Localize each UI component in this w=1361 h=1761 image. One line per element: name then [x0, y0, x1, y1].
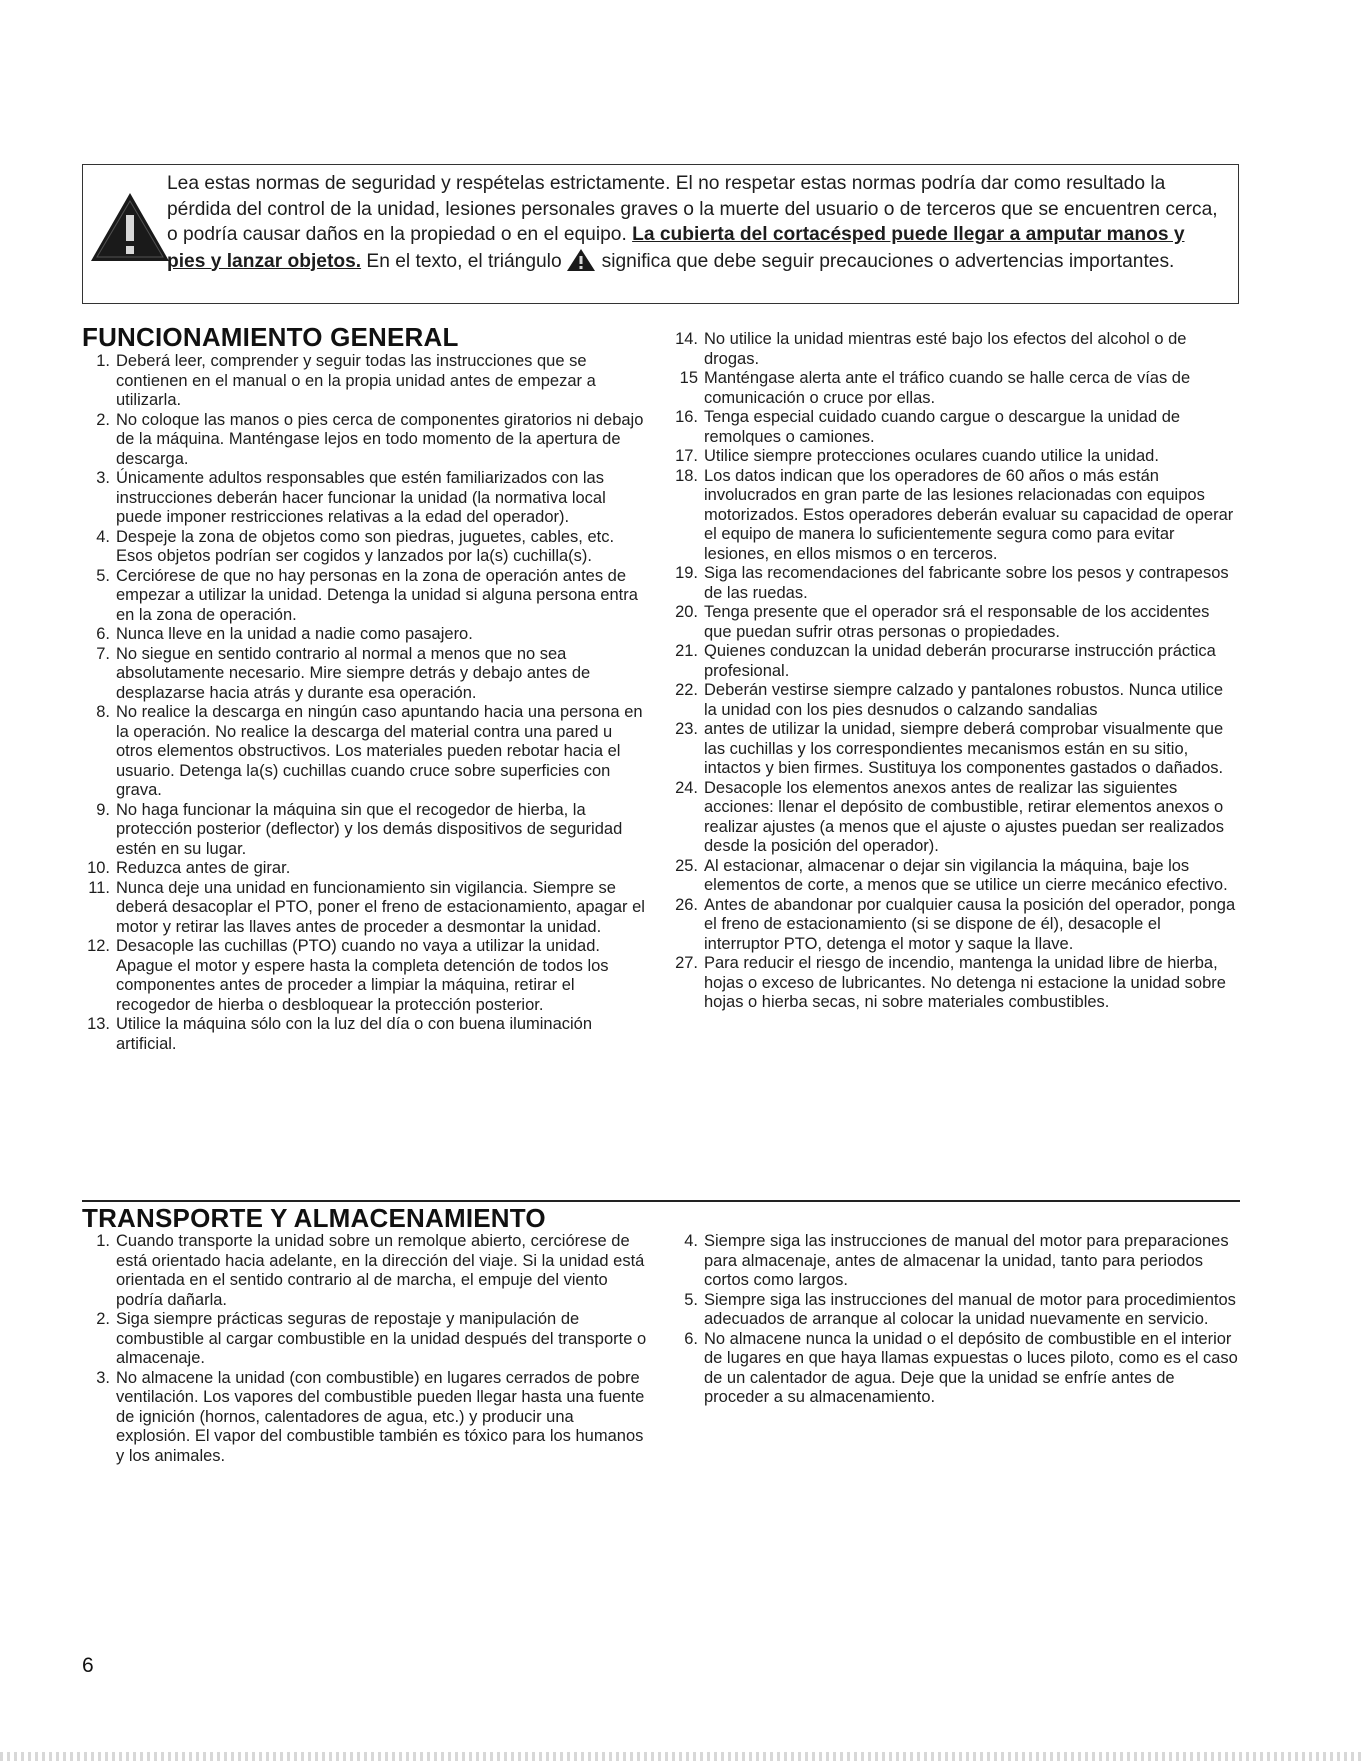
rule-number: 16.	[675, 408, 698, 426]
warning-amputation-notice: La cubierta del cortacésped puede llegar a amputar manos y pies y lanzar objetos.	[167, 224, 1185, 272]
rule-item	[670, 954, 1238, 1013]
rule-text: Utilice la máquina sólo con la luz del día o con buena iluminación artificial.	[116, 1015, 593, 1053]
rule-item	[670, 603, 1238, 642]
rule-item	[82, 1015, 648, 1054]
rule-number: 3.	[96, 1368, 110, 1387]
rule-text: Nunca deje una unidad en funcionamiento sin vigilancia. Siempre se deberá desacoplar el PTO, poner el freno de estacionamiento, apagar el motor y retirar las llaves antes de proceder a desmontar la unidad.	[116, 878, 645, 936]
rule-text: Al estacionar, almacenar o dejar sin vigilancia la máquina, baje los elementos de corte, a menos que se utilice un cierre mecánico efectivo.	[704, 856, 1228, 894]
transport-rules-left	[82, 1232, 648, 1466]
rule-item	[670, 369, 1238, 408]
rule-item	[670, 1330, 1238, 1408]
rule-number: 10.	[87, 859, 110, 877]
rule-text: Deberá leer, comprender y seguir todas las instrucciones que se contienen en el manual o en la propia unidad antes de empezar a utilizarla.	[116, 352, 596, 409]
section-title-transport: TRANSPORTE Y ALMACENAMIENTO	[82, 1203, 546, 1233]
scan-edge	[0, 1752, 1361, 1761]
rule-text: Siga las recomendaciones del fabricante sobre los pesos y contrapesos de las ruedas.	[704, 564, 1229, 602]
rule-number: 13.	[87, 1015, 110, 1033]
rule-item	[670, 779, 1238, 857]
rule-item	[82, 645, 648, 704]
rule-item	[82, 1232, 648, 1310]
rule-number: 8.	[96, 703, 110, 721]
rule-text: No almacene nunca la unidad o el depósito de combustible en el interior de lugares en que haya llamas expuestas o luces piloto, como es el caso de un calentador de agua. Deje que la unidad se enfríe antes de proceder a su almacenamiento.	[704, 1329, 1238, 1406]
rule-item	[82, 703, 648, 801]
rule-number: 21.	[675, 642, 698, 660]
rule-number: 24.	[675, 778, 698, 797]
rule-item	[670, 1232, 1238, 1291]
safety-warning-text	[167, 171, 1227, 274]
rule-text: No coloque las manos o pies cerca de componentes giratorios ni debajo de la máquina. Manténgase lejos en todo momento de la apertura de descarga.	[116, 410, 644, 468]
rule-text: No almacene la unidad (con combustible) en lugares cerrados de pobre ventilación. Los vapores del combustible pueden llegar hasta una fuente de ignición (hornos, calentadores de agua, etc.) y producir una explosión. El vapor del combustible también es tóxico para los humanos y los animales.	[116, 1368, 645, 1465]
rule-text: Únicamente adultos responsables que estén familiarizados con las instrucciones deberán hacer funcionar la unidad (la normativa local puede imponer restricciones relativas a la edad del operador).	[116, 469, 606, 526]
warning-triangle-icon	[89, 191, 171, 263]
rule-number: 7.	[96, 644, 110, 663]
rule-number: 18.	[675, 466, 698, 485]
rule-number: 2.	[96, 410, 110, 429]
rule-item	[82, 469, 648, 528]
rule-item	[670, 720, 1238, 779]
rule-item	[82, 801, 648, 860]
rule-item	[82, 625, 648, 645]
rule-text: Manténgase alerta ante el tráfico cuando se halle cerca de vías de comunicación o cruce por ellas.	[704, 369, 1191, 407]
warning-triangle-meaning: significa que debe seguir precauciones o advertencias importantes.	[601, 250, 1175, 272]
rule-item	[670, 857, 1238, 896]
rule-number: 5.	[684, 1290, 698, 1309]
general-rules-right	[670, 330, 1238, 1013]
rule-number: 5.	[96, 566, 110, 585]
rule-text: Desacople las cuchillas (PTO) cuando no vaya a utilizar la unidad. Apague el motor y espere hasta la completa detención de todos los componentes antes de proceder a limpiar la máquina, retirar el recogedor de hierba o desbloquear la protección posterior.	[116, 937, 609, 1014]
page-number: 6	[82, 1654, 94, 1677]
inline-warning-triangle-icon	[566, 248, 596, 272]
rule-number: 26.	[675, 895, 698, 914]
rule-number: 27.	[675, 954, 698, 972]
rule-text: Siempre siga las instrucciones del manual de motor para procedimientos adecuados de arranque al colocar la unidad nuevamente en servicio.	[704, 1290, 1236, 1328]
rule-text: Los datos indican que los operadores de 60 años o más están involucrados en gran parte de las lesiones relacionadas con equipos motorizados. Estos operadores deberán evaluar su capacidad de operar el equipo de manera lo suficientemente segura como para evitar lesiones, en ellos mismos o en terceros.	[704, 466, 1234, 563]
rule-number: 22.	[675, 681, 698, 699]
rule-item	[670, 408, 1238, 447]
general-rules-left	[82, 352, 648, 1054]
rule-text: Desacople los elementos anexos antes de realizar las siguientes acciones: llenar el depósito de combustible, retirar elementos anexos o realizar ajustes (a menos que el ajuste o ajustes puedan ser realizados desde la posición del operador).	[704, 778, 1225, 855]
rule-item	[82, 352, 648, 411]
rule-number: 4.	[96, 527, 110, 546]
rule-text: Para reducir el riesgo de incendio, mantenga la unidad libre de hierba, hojas o exceso de lubricantes. No detenga ni estacione la unidad sobre hojas o hierba secas, ni sobre materiales combustibles.	[704, 954, 1226, 1011]
transport-rules-right	[670, 1232, 1238, 1408]
rule-number: 2.	[96, 1310, 110, 1328]
rule-text: Tenga especial cuidado cuando cargue o descargue la unidad de remolques o camiones.	[704, 408, 1181, 446]
rule-number: 14.	[675, 330, 698, 348]
section-divider	[82, 1200, 1240, 1202]
rule-text: Despeje la zona de objetos como son piedras, juguetes, cables, etc. Esos objetos podrían ser cogidos y lanzados por la(s) cuchilla(s).	[116, 527, 615, 565]
rule-number: 17.	[675, 447, 698, 465]
rule-text: Antes de abandonar por cualquier causa la posición del operador, ponga el freno de estacionamiento (si se dispone de él), desacople el interruptor PTO, detenga el motor y saque la llave.	[704, 895, 1236, 953]
rule-text: Siga siempre prácticas seguras de repostaje y manipulación de combustible al cargar combustible en la unidad después del transporte o almacenaje.	[116, 1310, 647, 1367]
rule-text: antes de utilizar la unidad, siempre deberá comprobar visualmente que las cuchillas y los correspondientes mecanismos están en su sitio, intactos y bien firmes. Sustituya los componentes gastados o dañados.	[704, 720, 1224, 777]
rule-item	[82, 1310, 648, 1369]
rule-item	[670, 642, 1238, 681]
rule-number: 3.	[96, 469, 110, 487]
rule-item	[82, 567, 648, 626]
rule-item	[670, 330, 1238, 369]
rule-item	[670, 681, 1238, 720]
rule-number: 9.	[96, 800, 110, 819]
rule-item	[82, 937, 648, 1015]
rule-item	[670, 564, 1238, 603]
rule-text: Cerciórese de que no hay personas en la zona de operación antes de empezar a utilizar la unidad. Detenga la unidad si alguna persona entra en la zona de operación.	[116, 566, 638, 624]
rule-item	[670, 1291, 1238, 1330]
rule-item	[82, 411, 648, 470]
rule-number: 23.	[675, 720, 698, 738]
rule-number: 4.	[684, 1232, 698, 1250]
rule-number: 20.	[675, 603, 698, 621]
rule-item	[82, 859, 648, 879]
rule-text: No realice la descarga en ningún caso apuntando hacia una persona en la operación. No realice la descarga del material contra una pared u otros elementos obstructivos. Los materiales pueden rebotar hacia el usuario. Detenga la(s) cuchillas cuando cruce sobre superficies con grava.	[116, 703, 643, 799]
rule-number: 12.	[87, 937, 110, 955]
warning-intro: Lea estas normas de seguridad y respételas estrictamente. El no respetar estas normas podría dar como resultado la pérdida del control de la unidad, lesiones personales graves o la muerte del usuario o de terceros que se encuentren cerca, o podría causar daños en la propiedad o en el equipo.	[167, 173, 1218, 245]
rule-item	[670, 896, 1238, 955]
rule-number: 19.	[675, 564, 698, 582]
warning-triangle-note: En el texto, el triángulo	[366, 250, 562, 272]
rule-text: Cuando transporte la unidad sobre un remolque abierto, cerciórese de está orientado hacia adelante, en la dirección del viaje. Si la unidad está orientada en el sentido contrario al de marcha, el empuje del viento podría dañarla.	[116, 1232, 645, 1309]
rule-text: Quienes conduzcan la unidad deberán procurarse instrucción práctica profesional.	[704, 642, 1216, 680]
section-title-general: FUNCIONAMIENTO GENERAL	[82, 322, 459, 352]
rule-text: Reduzca antes de girar.	[116, 859, 291, 877]
rule-item	[82, 1369, 648, 1467]
rule-item	[670, 467, 1238, 565]
rule-text: Nunca lleve en la unidad a nadie como pasajero.	[116, 625, 473, 643]
rule-text: Utilice siempre protecciones oculares cuando utilice la unidad.	[704, 447, 1159, 465]
rule-number: 6.	[684, 1329, 698, 1348]
rule-text: No siegue en sentido contrario al normal a menos que no sea absolutamente necesario. Mire siempre detrás y debajo antes de desplazarse hacia atrás y durante esa operación.	[116, 644, 591, 702]
rule-item	[670, 447, 1238, 467]
rule-text: Tenga presente que el operador srá el responsable de los accidentes que puedan sufrir otras personas o propiedades.	[704, 603, 1210, 641]
rule-number: 25.	[675, 856, 698, 875]
rule-text: No haga funcionar la máquina sin que el recogedor de hierba, la protección posterior (deflector) y los demás dispositivos de seguridad estén en su lugar.	[116, 800, 623, 858]
rule-number: 6.	[96, 625, 110, 643]
rule-number: 1.	[96, 352, 110, 370]
rule-item	[82, 528, 648, 567]
safety-warning-box	[82, 164, 1239, 304]
rule-text: Siempre siga las instrucciones de manual del motor para preparaciones para almacenaje, antes de almacenar la unidad, tanto para periodos cortos como largos.	[704, 1232, 1229, 1289]
rule-number: 1.	[96, 1232, 110, 1250]
rule-number: 11.	[88, 878, 110, 897]
rule-text: No utilice la unidad mientras esté bajo los efectos del alcohol o de drogas.	[704, 330, 1187, 368]
rule-text: Deberán vestirse siempre calzado y pantalones robustos. Nunca utilice la unidad con los pies desnudos o calzando sandalias	[704, 681, 1224, 719]
rule-item	[82, 879, 648, 938]
rule-number: 15	[679, 369, 698, 387]
